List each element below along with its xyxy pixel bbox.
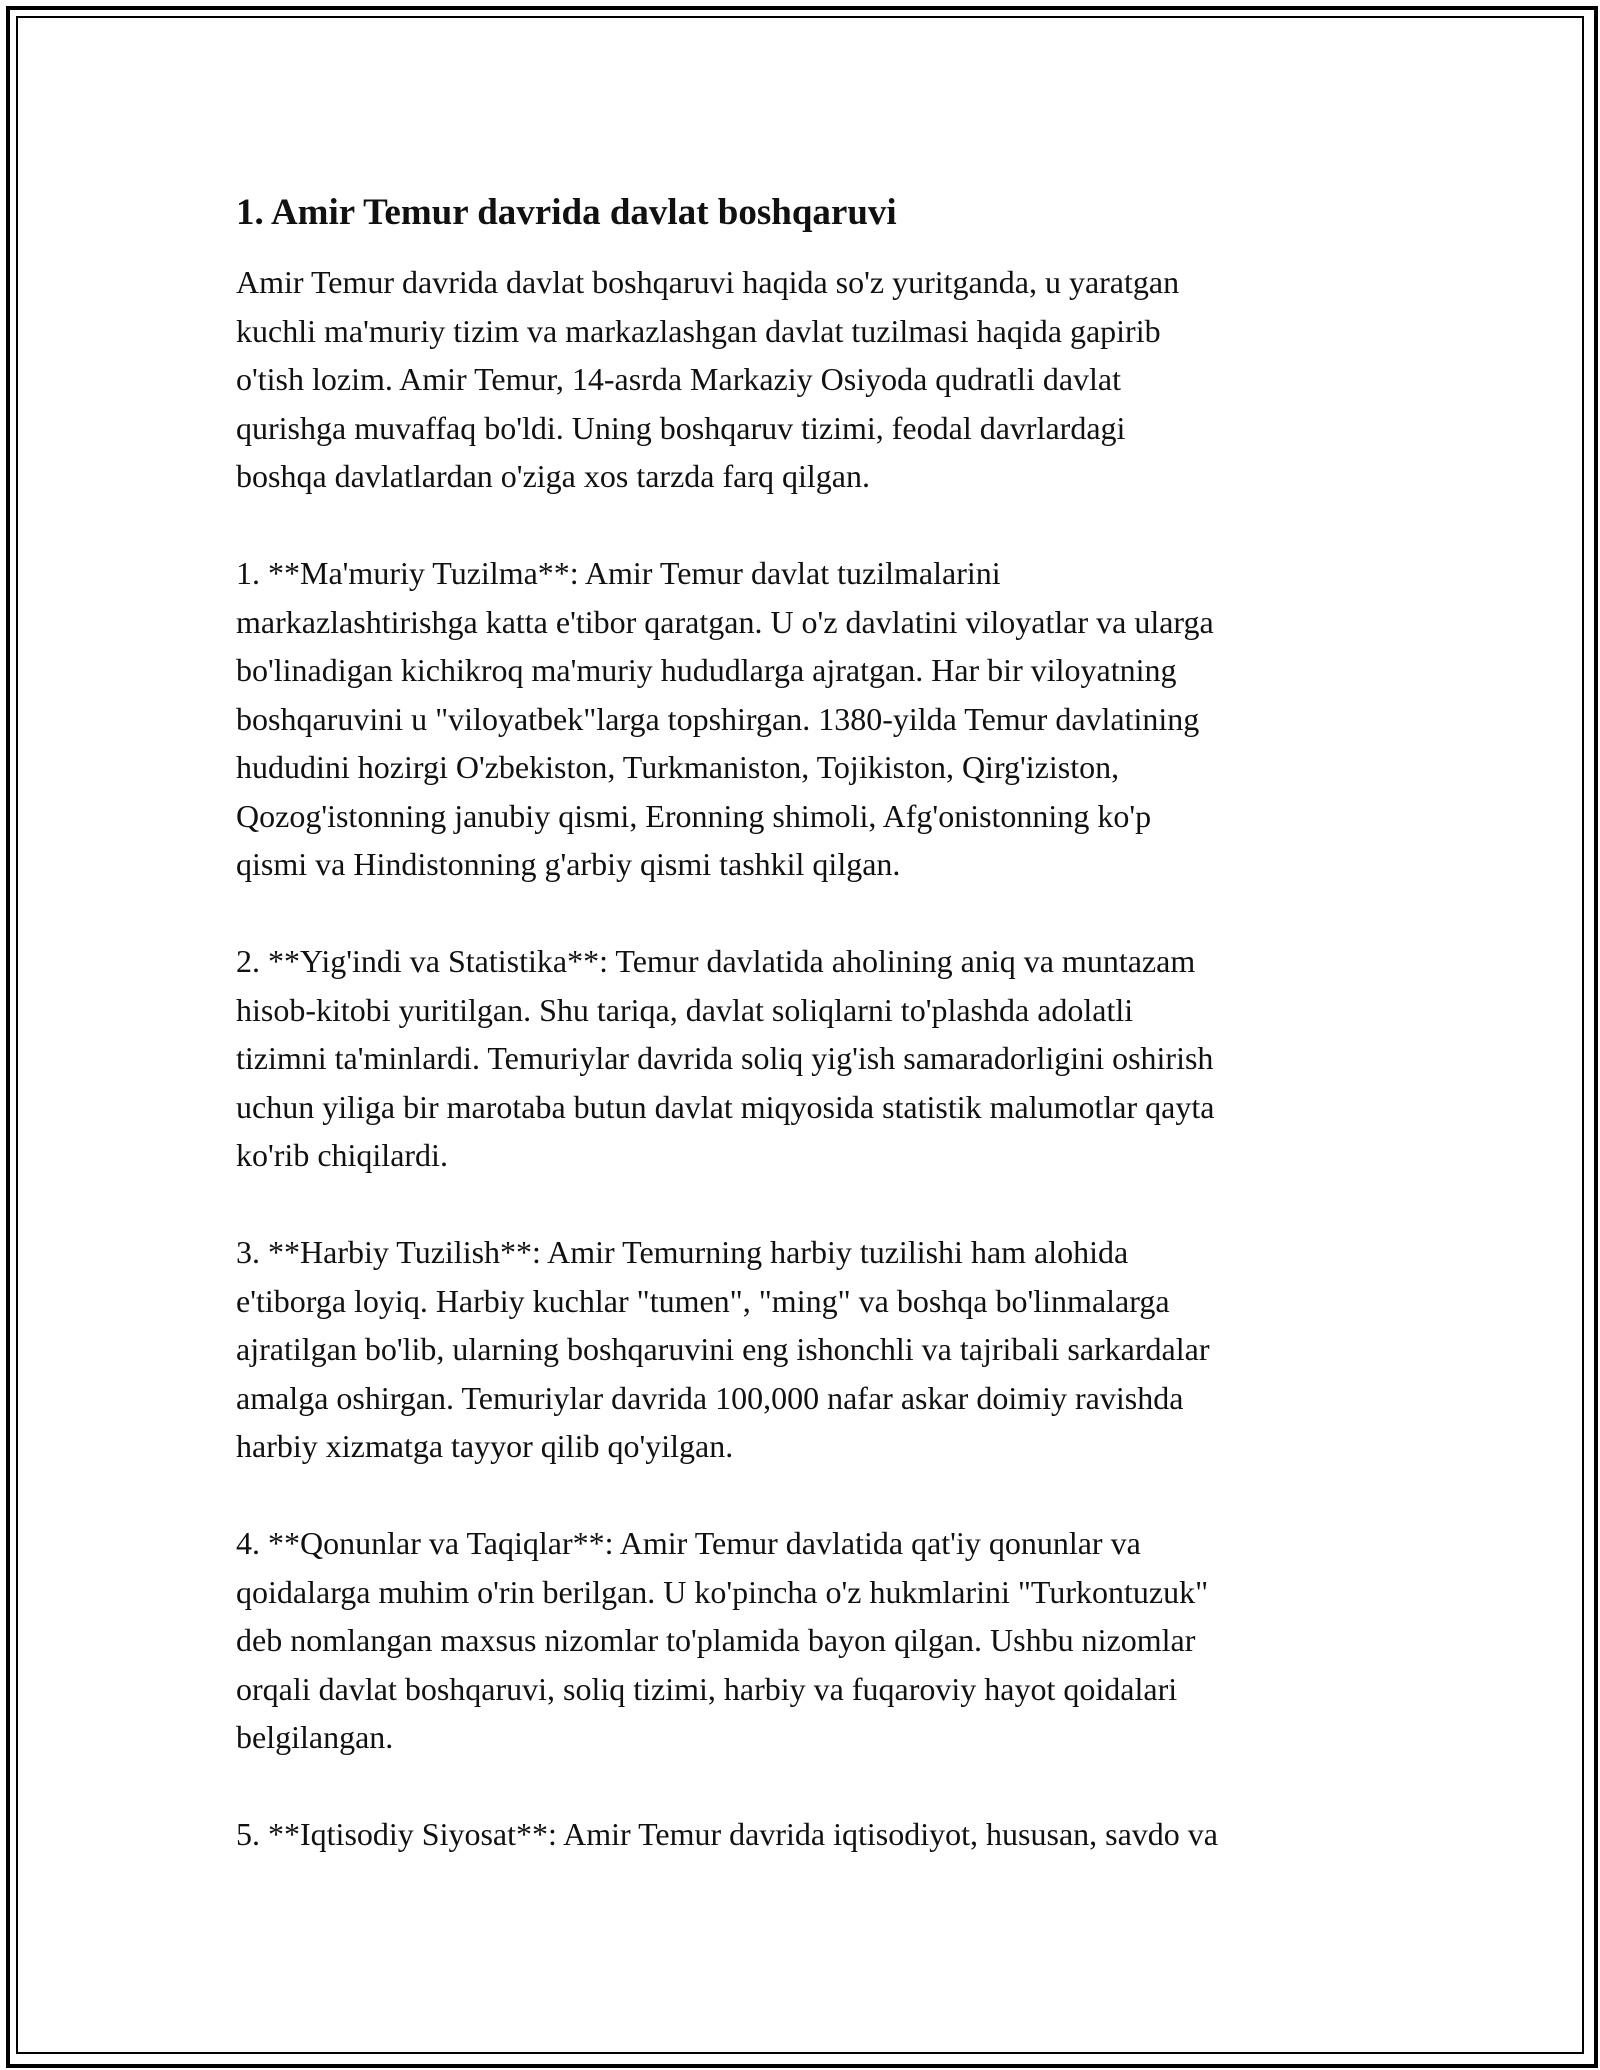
paragraph-line: 3. **Harbiy Tuzilish**: Amir Temurning harbiy tuzilishi ham alohida: [236, 1234, 1129, 1270]
section-military-structure: [236, 1228, 1371, 1471]
paragraph-line: hisob-kitobi yuritilgan. Shu tariqa, davlat soliqlarni to'plashda adolatli: [236, 991, 1134, 1028]
paragraph-line: 5. **Iqtisodiy Siyosat**: Amir Temur davrida iqtisodiyot, hususan, savdo va: [236, 1816, 1218, 1852]
section-census-statistics: [236, 937, 1371, 1180]
paragraph-line: 2. **Yig'indi va Statistika**: Temur davlatida aholining aniq va muntazam: [236, 943, 1196, 979]
paragraph-line: boshqaruvini u "viloyatbek"larga topshirgan. 1380-yilda Temur davlatining: [236, 700, 1200, 737]
paragraph-line: e'tiborga loyiq. Harbiy kuchlar "tumen", "ming" va boshqa bo'linmalarga: [236, 1282, 1170, 1319]
paragraph-line: kuchli ma'muriy tizim va markazlashgan davlat tuzilmasi haqida gapirib: [236, 312, 1161, 349]
paragraph-line: belgilangan.: [236, 1719, 394, 1755]
paragraph-line: hududini hozirgi O'zbekiston, Turkmaniston, Tojikiston, Qirg'iziston,: [236, 749, 1120, 785]
section-economic-policy: [236, 1810, 1371, 1859]
paragraph-line: harbiy xizmatga tayyor qilib qo'yilgan.: [236, 1428, 734, 1464]
paragraph-line: Qozog'istonning janubiy qismi, Eronning shimoli, Afg'onistonning ko'p: [236, 797, 1152, 834]
section-administrative-structure: [236, 549, 1371, 889]
paragraph-line: boshqa davlatlardan o'ziga xos tarzda farq qilgan.: [236, 458, 870, 494]
paragraph-line: bo'linadigan kichikroq ma'muriy hududlarga ajratgan. Har bir viloyatning: [236, 652, 1177, 688]
paragraph-line: ajratilgan bo'lib, ularning boshqaruvini eng ishonchli va tajribali sarkardalar: [236, 1331, 1210, 1367]
paragraph-line: 4. **Qonunlar va Taqiqlar**: Amir Temur davlatida qat'iy qonunlar va: [236, 1525, 1141, 1561]
document-body: [236, 188, 1371, 1907]
paragraph-line: markazlashtirishga katta e'tibor qaratgan. U o'z davlatini viloyatlar va ularga: [236, 603, 1214, 640]
document-title: 1. Amir Temur davrida davlat boshqaruvi: [236, 192, 897, 233]
paragraph-line: o'tish lozim. Amir Temur, 14-asrda Markaziy Osiyoda qudratli davlat: [236, 361, 1122, 397]
paragraph-line: qurishga muvaffaq bo'ldi. Uning boshqaruv tizimi, feodal davrlardagi: [236, 409, 1126, 446]
paragraph-line: tizimni ta'minlardi. Temuriylar davrida soliq yig'ish samaradorligini oshirish: [236, 1040, 1214, 1076]
intro-paragraph: [236, 258, 1371, 501]
paragraph-line: qoidalarga muhim o'rin berilgan. U ko'pincha o'z hukmlarini "Turkontuzuk": [236, 1573, 1209, 1610]
section-laws-prohibitions: [236, 1519, 1371, 1762]
paragraph-line: ko'rib chiqilardi.: [236, 1137, 448, 1173]
paragraph-line: deb nomlangan maxsus nizomlar to'plamida bayon qilgan. Ushbu nizomlar: [236, 1622, 1196, 1658]
paragraph-line: qismi va Hindistonning g'arbiy qismi tashkil qilgan.: [236, 846, 901, 882]
paragraph-line: uchun yiliga bir marotaba butun davlat miqyosida statistik malumotlar qayta: [236, 1088, 1215, 1125]
paragraph-line: 1. **Ma'muriy Tuzilma**: Amir Temur davlat tuzilmalarini: [236, 555, 1001, 591]
paragraph-line: amalga oshirgan. Temuriylar davrida 100,000 nafar askar doimiy ravishda: [236, 1379, 1184, 1416]
paragraph-line: Amir Temur davrida davlat boshqaruvi haqida so'z yuritganda, u yaratgan: [236, 264, 1180, 300]
paragraph-line: orqali davlat boshqaruvi, soliq tizimi, harbiy va fuqaroviy hayot qoidalari: [236, 1670, 1178, 1707]
